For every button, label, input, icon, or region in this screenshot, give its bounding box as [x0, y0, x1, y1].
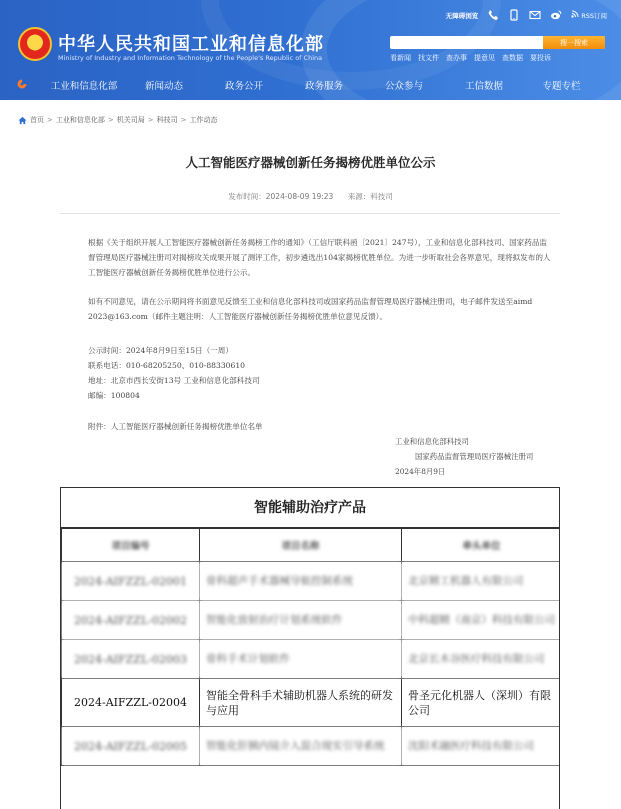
nav-item-gov-service[interactable]: 政务服务 — [304, 81, 343, 92]
breadcrumb-separator: > — [107, 116, 114, 124]
header-code: 项目编号 — [62, 529, 200, 562]
title-divider — [60, 213, 560, 214]
project-code: 2024-AIFZZL-02002 — [62, 601, 200, 640]
project-code: 2024-AIFZZL-02003 — [62, 640, 200, 679]
signature-dept-2: 国家药品监督管理局医疗器械注册司 — [415, 452, 534, 461]
home-nav-icon[interactable] — [0, 78, 44, 93]
table-title: 智能辅助治疗产品 — [61, 488, 559, 528]
breadcrumb-separator: > — [180, 116, 187, 124]
search-button[interactable]: 搜一搜索 — [543, 36, 605, 49]
publicity-period: 公示时间：2024年8月9日至15日（一周） — [88, 346, 233, 355]
publish-time: 发布时间：2024-08-09 19:23 — [228, 192, 334, 201]
breadcrumb-miit[interactable]: 工业和信息化部 — [55, 116, 105, 124]
breadcrumb-tech-dept[interactable]: 科技司 — [156, 116, 178, 124]
quick-link-complaint[interactable]: 要投诉 — [530, 54, 551, 62]
phone-icon[interactable] — [487, 9, 499, 21]
nav-item-topics[interactable]: 专题专栏 — [542, 81, 581, 92]
quick-link-data[interactable]: 查数据 — [502, 54, 523, 62]
signature-dept-1: 工业和信息化部科技司 — [395, 437, 469, 446]
contact-address: 地址：北京市西长安街13号 工业和信息化部科技司 — [88, 376, 260, 385]
article-meta — [0, 191, 621, 202]
rss-link[interactable] — [571, 10, 607, 20]
accessible-browse-link[interactable]: 无障碍浏览 — [445, 11, 479, 20]
header-name: 项目名称 — [200, 529, 402, 562]
mail-icon[interactable] — [529, 9, 541, 21]
project-code: 2024-AIFZZL-02001 — [62, 562, 200, 601]
quick-links — [390, 53, 551, 63]
quick-link-files[interactable]: 找文件 — [418, 54, 439, 62]
article-paragraph-2: 如有不同意见，请在公示期间将书面意见反馈至工业和信息化部科技司或国家药品监督管理局医疗器械注册司，电子邮件发送至aimd 2023@163.com（邮件主题注明：人工智能医疗器械创新任务揭榜优胜单位意见反馈）。 — [88, 297, 533, 321]
nav-item-news[interactable]: 新闻动态 — [144, 81, 183, 92]
table-row — [62, 640, 561, 679]
lead-org: 北京长木谷医疗科技有限公司 — [402, 640, 561, 679]
breadcrumb-separator: > — [47, 116, 53, 124]
table-header-row — [62, 529, 561, 562]
breadcrumb-separator: > — [147, 116, 154, 124]
article-title: 人工智能医疗器械创新任务揭榜优胜单位公示 — [185, 155, 436, 170]
project-name: 智能化放射治疗计划系统软件 — [200, 601, 402, 640]
project-name: 智能化肝胰内镜介入混合现实引导系统 — [200, 727, 402, 766]
national-emblem-icon[interactable] — [18, 27, 52, 61]
lead-org: 沈阳术融医疗科技有限公司 — [402, 727, 561, 766]
lead-org: 骨圣元化机器人（深圳）有限公司 — [402, 679, 561, 727]
mobile-icon[interactable] — [508, 9, 520, 21]
lead-org: 北京精工机器人有限公司 — [402, 562, 561, 601]
contact-phone: 联系电话：010-68205250、010-88330610 — [88, 361, 245, 370]
site-title[interactable]: 中华人民共和国工业和信息化部 — [58, 34, 324, 55]
contact-info — [88, 343, 554, 403]
top-utility-links — [446, 9, 607, 21]
nav-item-data[interactable]: 工信数据 — [464, 81, 503, 92]
nav-item-public[interactable]: 公众参与 — [384, 81, 423, 92]
breadcrumb-departments[interactable]: 机关司局 — [116, 116, 145, 124]
lead-org: 中科超精（南京）科技有限公司 — [402, 601, 561, 640]
signature-date: 2024年8月9日 — [395, 467, 446, 476]
weibo-icon[interactable] — [550, 9, 562, 21]
table-row-highlighted — [62, 679, 561, 727]
rss-label: RSS订阅 — [581, 11, 607, 20]
site-subtitle: Ministry of Industry and Information Technology of the People's Republic of China — [58, 54, 323, 62]
nav-item-miit[interactable]: 工业和信息化部 — [50, 81, 118, 92]
table-row — [62, 727, 561, 766]
site-header — [0, 0, 621, 100]
postal-code: 邮编：100804 — [88, 391, 140, 400]
award-table — [60, 487, 560, 809]
rss-icon — [571, 10, 579, 20]
quick-link-feedback[interactable]: 提意见 — [474, 54, 495, 62]
breadcrumb-home[interactable]: 首页 — [30, 116, 44, 124]
quick-link-services[interactable]: 查办事 — [446, 54, 467, 62]
project-name: 智能全骨科手术辅助机器人系统的研发与应用 — [200, 679, 402, 727]
breadcrumb-work-news[interactable]: 工作动态 — [189, 116, 218, 124]
header-org: 牵头单位 — [402, 529, 561, 562]
attachment-link[interactable]: 附件：人工智能医疗器械创新任务揭榜优胜单位名单 — [88, 422, 263, 431]
award-list — [61, 528, 560, 766]
project-code: 2024-AIFZZL-02004 — [62, 679, 200, 727]
breadcrumb — [18, 115, 218, 125]
article-source: 来源：科技司 — [347, 192, 393, 201]
project-name: 骨科超声手术器械导航控制系统 — [200, 562, 402, 601]
main-nav — [0, 70, 621, 100]
article-paragraph-1: 根据《关于组织开展人工智能医疗器械创新任务揭榜工作的通知》（工信厅联科函〔2021〕247号），工业和信息化部科技司、国家药品监督管理局医疗器械注册司对揭榜攻关成果开展了测评工作，初步遴选出104家揭榜优胜单位。为进一步听取社会各界意见，现将拟发布的人工智能医疗器械创新任务揭榜优胜单位进行公示。 — [88, 238, 551, 277]
quick-link-news[interactable]: 看新闻 — [390, 54, 411, 62]
project-code: 2024-AIFZZL-02005 — [62, 727, 200, 766]
table-row — [62, 562, 561, 601]
project-name: 骨科手术计划软件 — [200, 640, 402, 679]
home-icon — [18, 116, 27, 125]
search-box — [390, 36, 605, 49]
nav-item-gov-open[interactable]: 政务公开 — [224, 81, 263, 92]
table-row — [62, 601, 561, 640]
